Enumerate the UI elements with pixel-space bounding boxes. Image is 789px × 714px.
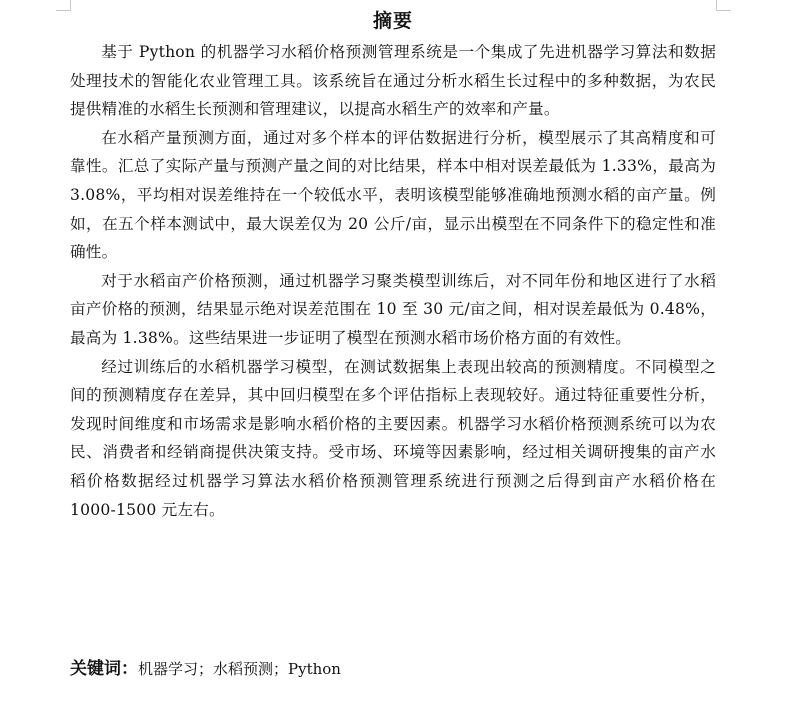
document-page	[70, 6, 716, 524]
keywords-label: 关键词：	[70, 659, 138, 679]
margin-mark-top-left	[56, 0, 71, 11]
paragraph-2: 在水稻产量预测方面，通过对多个样本的评估数据进行分析，模型展示了其高精度和可靠性。汇总了实际产量与预测产量之间的对比结果，样本中相对误差最低为 1.33%，最高为 3.08%，平均相对误差维持在一个较低水平，表明该模型能够准确地预测水稻的亩产量。例如，在五个样本测试中，最大误差仅为 20 公斤/亩，显示出模型在不同条件下的稳定性和准确性。	[70, 128, 716, 262]
paragraph-4: 经过训练后的水稻机器学习模型，在测试数据集上表现出较高的预测精度。不同模型之间的预测精度存在差异，其中回归模型在多个评估指标上表现较好。通过特征重要性分析，发现时间维度和市场需求是影响水稻价格的主要因素。机器学习水稻价格预测系统可以为农民、消费者和经销商提供决策支持。受市场、环境等因素影响，经过相关调研搜集的亩产水稻价格数据经过机器学习算法水稻价格预测管理系统进行预测之后得到亩产水稻价格在 1000-1500 元左右。	[70, 357, 716, 519]
margin-mark-top-right	[716, 0, 731, 11]
paragraph-1: 基于 Python 的机器学习水稻价格预测管理系统是一个集成了先进机器学习算法和数据处理技术的智能化农业管理工具。该系统旨在通过分析水稻生长过程中的多种数据，为农民提供精准的水稻生长预测和管理建议，以提高水稻生产的效率和产量。	[70, 43, 716, 119]
keywords-text: 机器学习；水稻预测；Python	[138, 660, 341, 678]
keywords-line	[70, 656, 716, 682]
abstract-title: 摘要	[372, 10, 413, 32]
paragraph-3: 对于水稻亩产价格预测，通过机器学习聚类模型训练后，对不同年份和地区进行了水稻亩产价格的预测，结果显示绝对误差范围在 10 至 30 元/亩之间，相对误差最低为 0.48%，最高为 1.38%。这些结果进一步证明了模型在预测水稻市场价格方面的有效性。	[70, 271, 716, 347]
